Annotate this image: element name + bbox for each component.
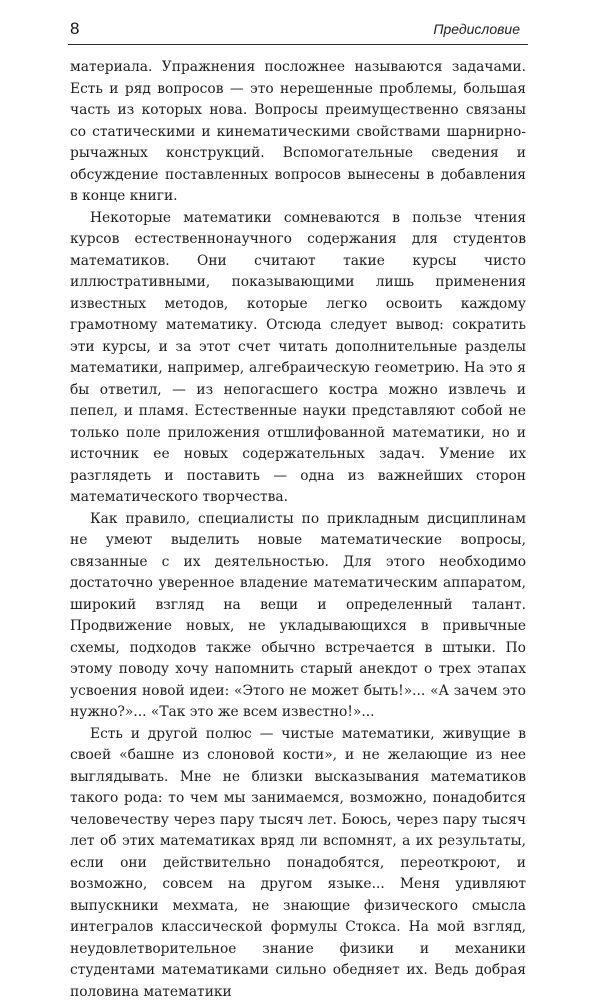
section-title: Предисловие	[433, 16, 520, 42]
paragraph: Есть и другой полюс — чистые математики, живущие в своей «башне из слоновой кости», и не желающие из нее выглядывать. Мне не близки высказывания математиков такого рода: то чем мы занимаемся, возможно, понадобится человечеству через пару тысяч лет. Боюсь, через пару тысяч лет об этих математиках вряд ли вспомнят, а их результаты, если они действительно понадобятся, переоткроют, и возможно, совсем на другом языке... Меня удивляют выпускники мехмата, не знающие физического смысла интегралов классической формулы Стокса. На мой взгляд, неудовлетворительное знание физики и механики студентами математиками сильно обедняет их. Ведь добрая половина математики	[70, 724, 526, 1003]
paragraph: Как правило, специалисты по прикладным дисциплинам не умеют выделить новые математические вопросы, связанные с их деятельностью. Для этого необходимо достаточно уверенное владение математическим аппаратом, широкий взгляд на вещи и определенный талант. Продвижение новых, не укладывающихся в привычные схемы, подходов также обычно встречается в штыки. По этому поводу хочу напомнить старый анекдот о трех этапах усвоения новой идеи: «Этого не может быть!»... «А зачем это нужно?»... «Так это же всем известно!»...	[70, 509, 526, 724]
paragraph: Некоторые математики сомневаются в пользе чтения курсов естественнонаучного содержания для студентов математиков. Они считают такие курсы чисто иллюстративными, показывающими лишь применения известных методов, которые легко освоить каждому грамотному математику. Отсюда следует вывод: сократить эти курсы, и за этот счет читать дополнительные разделы математики, например, алгебраическую геометрию. На это я бы ответил, — из непогасшего костра можно извлечь и пепел, и пламя. Естественные науки представляют собой не только поле приложения отшлифованной математики, но и источник ее новых содержательных задач. Умение их разглядеть и поставить — одна из важнейших сторон математического творчества.	[70, 208, 526, 509]
body-text	[70, 57, 526, 1003]
running-header	[68, 16, 528, 45]
page-number: 8	[70, 16, 79, 42]
paragraph-continued: материала. Упражнения посложнее называются задачами. Есть и ряд вопросов — это нерешенные проблемы, большая часть из которых нова. Вопросы преимущественно связаны со статическими и кинематическими свойствами шарнирно-рычажных конструкций. Вспомогательные сведения и обсуждение поставленных вопросов вынесены в добавления в конце книги.	[70, 57, 526, 208]
